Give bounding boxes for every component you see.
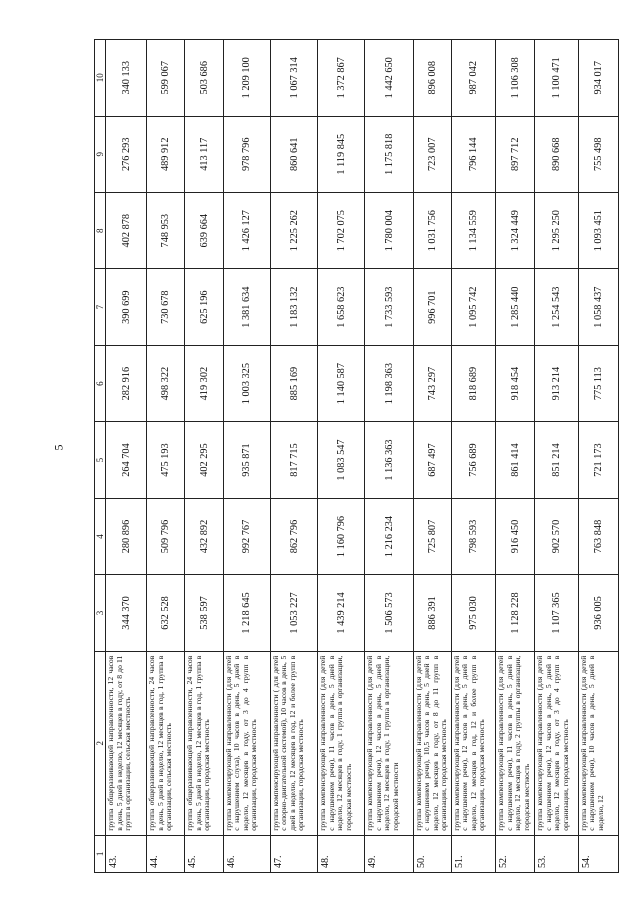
table-row bbox=[451, 40, 495, 873]
value-cell: 860 641 bbox=[270, 116, 317, 192]
value-cell: 280 896 bbox=[106, 498, 147, 574]
value-cell: 1 702 075 bbox=[318, 192, 365, 268]
table-row bbox=[147, 40, 185, 873]
value-cell: 1 134 559 bbox=[451, 192, 495, 268]
row-description: группа компенсирующей направленности (для детей с нарушением речи), 10 часов в день, 5 дней в неделю, 12 bbox=[578, 651, 618, 835]
value-cell: 1 780 004 bbox=[365, 192, 413, 268]
table-row bbox=[535, 40, 578, 873]
value-cell: 1 058 437 bbox=[578, 269, 618, 345]
value-cell: 1 372 867 bbox=[318, 40, 365, 117]
value-cell: 1 225 262 bbox=[270, 192, 317, 268]
value-cell: 340 133 bbox=[106, 40, 147, 117]
header-cell: 9 bbox=[95, 116, 106, 192]
page-number: 5 bbox=[51, 444, 66, 451]
value-cell: 1 218 645 bbox=[223, 575, 270, 651]
value-cell: 1 209 100 bbox=[223, 40, 270, 117]
row-number: 49. bbox=[365, 835, 413, 872]
row-description: группа общеразвивающей направленности, 12 часов в день, 5 дней в неделю, 12 месяцев в году, от 8 до 11 групп в организации, сельская местность bbox=[106, 651, 147, 835]
value-cell: 432 892 bbox=[185, 498, 223, 574]
value-cell: 1 083 547 bbox=[318, 422, 365, 498]
value-cell: 798 593 bbox=[451, 498, 495, 574]
value-cell: 1 106 308 bbox=[496, 40, 535, 117]
value-cell: 1 140 587 bbox=[318, 345, 365, 421]
value-cell: 978 796 bbox=[223, 116, 270, 192]
value-cell: 538 597 bbox=[185, 575, 223, 651]
row-description: группа общеразвивающей направленности, 24 часов в день, 5 дней в неделю, 12 месяцев в год, 1 группа в организации, городская местность bbox=[185, 651, 223, 835]
value-cell: 916 450 bbox=[496, 498, 535, 574]
value-cell: 862 796 bbox=[270, 498, 317, 574]
value-cell: 913 214 bbox=[535, 345, 578, 421]
header-cell: 6 bbox=[95, 345, 106, 421]
value-cell: 1 426 127 bbox=[223, 192, 270, 268]
value-cell: 1 095 742 bbox=[451, 269, 495, 345]
value-cell: 886 391 bbox=[413, 575, 451, 651]
table-row bbox=[185, 40, 223, 873]
value-cell: 817 715 bbox=[270, 422, 317, 498]
value-cell: 1 100 471 bbox=[535, 40, 578, 117]
value-cell: 992 767 bbox=[223, 498, 270, 574]
header-row bbox=[95, 40, 106, 873]
value-cell: 1 067 314 bbox=[270, 40, 317, 117]
value-cell: 721 173 bbox=[578, 422, 618, 498]
value-cell: 796 144 bbox=[451, 116, 495, 192]
row-description: группа компенсирующей направленности (для детей с нарушением речи), 12 часов в день, 5 дней в неделю, 12 месяцев в год, 12 и более групп в организации, городская местность bbox=[451, 651, 495, 835]
value-cell: 1 031 756 bbox=[413, 192, 451, 268]
table-row bbox=[223, 40, 270, 873]
value-cell: 509 796 bbox=[147, 498, 185, 574]
value-cell: 413 117 bbox=[185, 116, 223, 192]
value-cell: 996 701 bbox=[413, 269, 451, 345]
header-cell: 1 bbox=[95, 835, 106, 872]
value-cell: 1 093 451 bbox=[578, 192, 618, 268]
value-cell: 1 175 818 bbox=[365, 116, 413, 192]
value-cell: 896 008 bbox=[413, 40, 451, 117]
value-cell: 748 953 bbox=[147, 192, 185, 268]
table-row bbox=[578, 40, 618, 873]
value-cell: 902 570 bbox=[535, 498, 578, 574]
value-cell: 639 664 bbox=[185, 192, 223, 268]
row-number: 47. bbox=[270, 835, 317, 872]
header-cell: 2 bbox=[95, 651, 106, 835]
value-cell: 599 067 bbox=[147, 40, 185, 117]
value-cell: 1 381 634 bbox=[223, 269, 270, 345]
header-cell: 8 bbox=[95, 192, 106, 268]
table-row bbox=[365, 40, 413, 873]
value-cell: 503 686 bbox=[185, 40, 223, 117]
value-cell: 264 704 bbox=[106, 422, 147, 498]
value-cell: 1 216 234 bbox=[365, 498, 413, 574]
table-row bbox=[413, 40, 451, 873]
header-cell: 5 bbox=[95, 422, 106, 498]
row-description: группа компенсирующей направленности (для детей с нарушением слуха), 10 часов в день, 5 дней в неделю, 12 месяцев в году, от 3 до 4 групп в организации, городская местность bbox=[223, 651, 270, 835]
row-number: 54. bbox=[578, 835, 618, 872]
value-cell: 1 107 365 bbox=[535, 575, 578, 651]
value-cell: 1 136 363 bbox=[365, 422, 413, 498]
header-cell: 10 bbox=[95, 40, 106, 117]
value-cell: 489 912 bbox=[147, 116, 185, 192]
value-cell: 1 324 449 bbox=[496, 192, 535, 268]
value-cell: 1 003 325 bbox=[223, 345, 270, 421]
table-row bbox=[318, 40, 365, 873]
row-number: 45. bbox=[185, 835, 223, 872]
value-cell: 1 183 132 bbox=[270, 269, 317, 345]
value-cell: 1 442 650 bbox=[365, 40, 413, 117]
row-number: 48. bbox=[318, 835, 365, 872]
value-cell: 934 017 bbox=[578, 40, 618, 117]
value-cell: 475 193 bbox=[147, 422, 185, 498]
value-cell: 755 498 bbox=[578, 116, 618, 192]
value-cell: 890 668 bbox=[535, 116, 578, 192]
row-description: группа компенсирующей направленности (для детей с нарушением речи), 12 часов в день, 5 дней в неделю, 12 месяцев в году, 1 группа в организации, городской местности bbox=[365, 651, 413, 835]
value-cell: 1 119 845 bbox=[318, 116, 365, 192]
value-cell: 1 160 796 bbox=[318, 498, 365, 574]
value-cell: 1 285 440 bbox=[496, 269, 535, 345]
value-cell: 775 113 bbox=[578, 345, 618, 421]
row-description: группа компенсирующей направленности (для детей с нарушением речи), 11 часов в день, 5 дней в неделю, 12 месяцев в году, 1 группа в организации, городская местность bbox=[318, 651, 365, 835]
table-row bbox=[496, 40, 535, 873]
value-cell: 625 196 bbox=[185, 269, 223, 345]
value-cell: 918 454 bbox=[496, 345, 535, 421]
value-cell: 1 733 593 bbox=[365, 269, 413, 345]
value-cell: 498 322 bbox=[147, 345, 185, 421]
value-cell: 1 254 543 bbox=[535, 269, 578, 345]
value-cell: 687 497 bbox=[413, 422, 451, 498]
value-cell: 861 414 bbox=[496, 422, 535, 498]
row-description: группа компенсирующей направленности ( для детей с опорно-двигательной системой), 10 часов в день, 5 дней в неделю, 12 месяцев в год, 12 и более групп в организации, городская местность bbox=[270, 651, 317, 835]
row-number: 50. bbox=[413, 835, 451, 872]
value-cell: 975 030 bbox=[451, 575, 495, 651]
value-cell: 723 007 bbox=[413, 116, 451, 192]
value-cell: 276 293 bbox=[106, 116, 147, 192]
value-cell: 402 295 bbox=[185, 422, 223, 498]
value-cell: 987 042 bbox=[451, 40, 495, 117]
row-description: группа компенсирующей направленности (для детей с нарушением речи), 12 часов в день, 5 дней в неделю, 12 месяцев в году, от 3 до 4 групп в организации, городская местность bbox=[535, 651, 578, 835]
row-description: группа общеразвивающей направленности, 24 часов в день, 5 дней в неделю, 12 месяцев в год, 1 группа в организации, сельская местность bbox=[147, 651, 185, 835]
value-cell: 897 712 bbox=[496, 116, 535, 192]
header-cell: 3 bbox=[95, 575, 106, 651]
value-cell: 756 689 bbox=[451, 422, 495, 498]
table-row bbox=[106, 40, 147, 873]
header-cell: 4 bbox=[95, 498, 106, 574]
row-number: 53. bbox=[535, 835, 578, 872]
value-cell: 1 658 623 bbox=[318, 269, 365, 345]
value-cell: 935 871 bbox=[223, 422, 270, 498]
value-cell: 743 297 bbox=[413, 345, 451, 421]
value-cell: 632 528 bbox=[147, 575, 185, 651]
value-cell: 402 878 bbox=[106, 192, 147, 268]
rotated-table-container bbox=[94, 39, 619, 873]
value-cell: 1 295 250 bbox=[535, 192, 578, 268]
row-number: 52. bbox=[496, 835, 535, 872]
row-number: 44. bbox=[147, 835, 185, 872]
row-number: 51. bbox=[451, 835, 495, 872]
value-cell: 282 916 bbox=[106, 345, 147, 421]
value-cell: 1 053 227 bbox=[270, 575, 317, 651]
row-description: группа компенсирующей направленности (для детей с нарушением речи), 10,5 часов в день, 5 дней в неделю, 12 месяцев в году, от 8 до 11 групп в организации, городская местность bbox=[413, 651, 451, 835]
value-cell: 725 807 bbox=[413, 498, 451, 574]
value-cell: 851 214 bbox=[535, 422, 578, 498]
value-cell: 885 169 bbox=[270, 345, 317, 421]
value-cell: 1 198 363 bbox=[365, 345, 413, 421]
row-number: 46. bbox=[223, 835, 270, 872]
table-row bbox=[270, 40, 317, 873]
value-cell: 763 848 bbox=[578, 498, 618, 574]
value-cell: 419 302 bbox=[185, 345, 223, 421]
value-cell: 390 699 bbox=[106, 269, 147, 345]
value-cell: 1 128 228 bbox=[496, 575, 535, 651]
value-cell: 730 678 bbox=[147, 269, 185, 345]
value-cell: 818 689 bbox=[451, 345, 495, 421]
row-description: группа компенсирующей направленности (для детей с нарушением речи), 11 часов в день, 5 дней в неделю, 12 месяцев в году, 2 группы в организации, городская местность bbox=[496, 651, 535, 835]
value-cell: 936 005 bbox=[578, 575, 618, 651]
value-cell: 1 439 214 bbox=[318, 575, 365, 651]
value-cell: 1 506 573 bbox=[365, 575, 413, 651]
cost-table bbox=[94, 39, 619, 873]
header-cell: 7 bbox=[95, 269, 106, 345]
value-cell: 344 370 bbox=[106, 575, 147, 651]
row-number: 43. bbox=[106, 835, 147, 872]
